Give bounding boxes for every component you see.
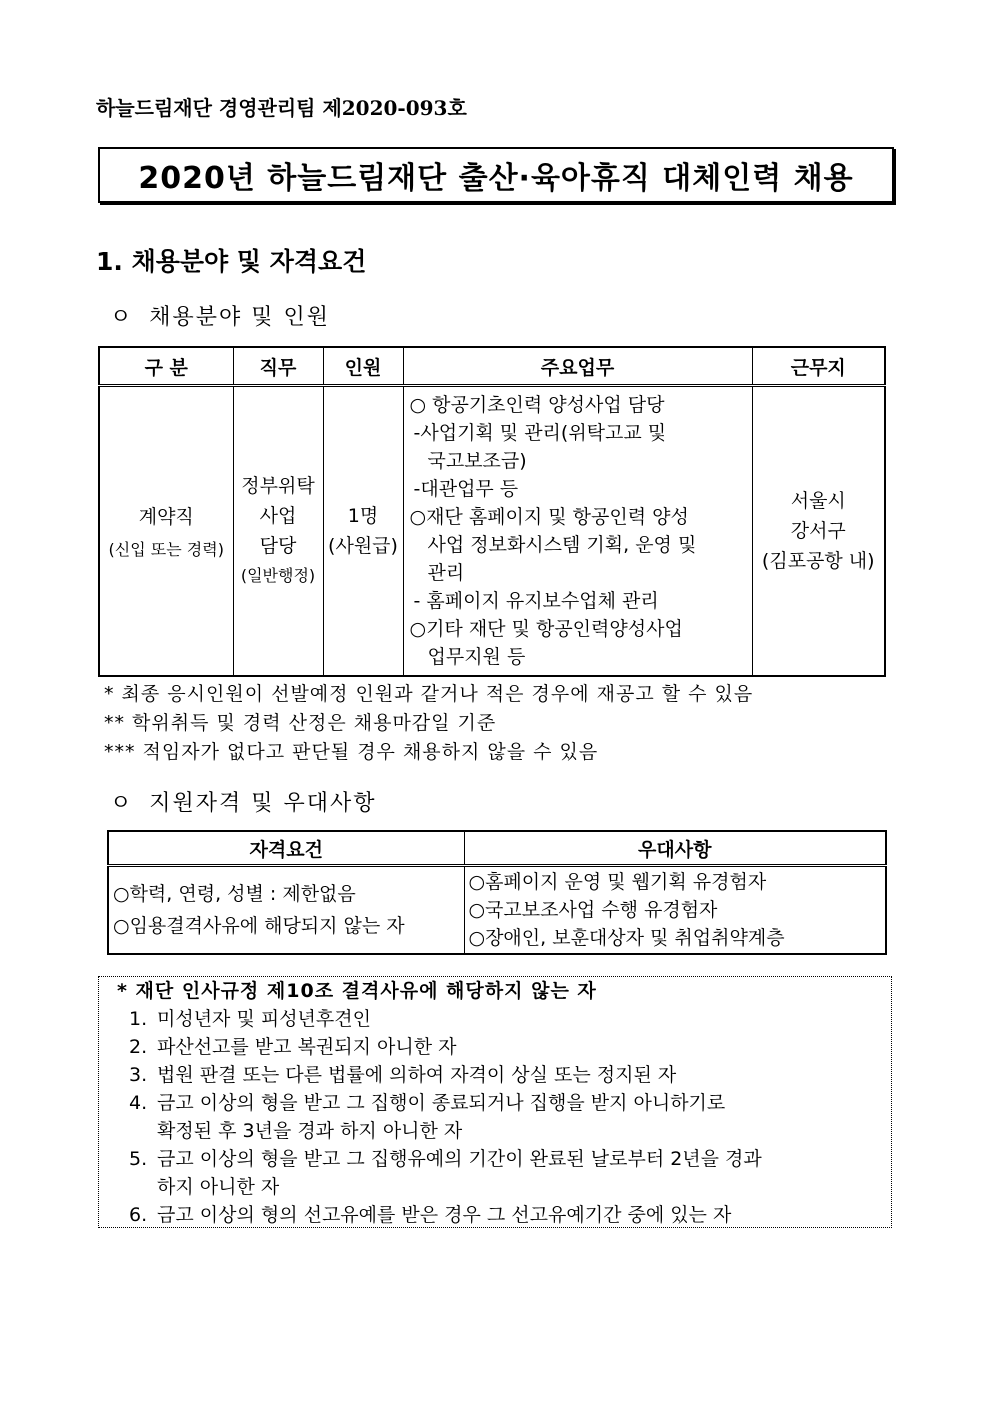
duty-line: - 홈페이지 유지보수업체 관리 — [413, 590, 659, 612]
item-text: 법원 판결 또는 다른 법률에 의하여 자격이 상실 또는 정지된 자 — [157, 1064, 677, 1086]
sub-heading-positions — [110, 300, 330, 331]
preference-item: ○국고보조사업 수행 유경험자 — [468, 898, 718, 921]
item-continuation: 확정된 후 3년을 경과 하지 아니한 자 — [157, 1120, 463, 1142]
duty-line: 사업 정보화시스템 기획, 운영 및 — [427, 534, 697, 556]
item-text: 금고 이상의 형을 받고 그 집행이 종료되거나 집행을 받지 아니하기로 — [157, 1092, 726, 1114]
item-number: 1. — [129, 1008, 148, 1030]
item-number: 6. — [129, 1204, 148, 1226]
notes-list — [104, 680, 753, 767]
duty-line: -사업기획 및 관리(위탁고교 및 — [413, 422, 667, 444]
header-category: 구 분 — [99, 347, 233, 386]
header-requirements: 자격요건 — [108, 831, 464, 866]
header-preferences: 우대사항 — [464, 831, 886, 866]
header-location: 근무지 — [752, 347, 885, 386]
duty-line: 관리 — [427, 562, 465, 584]
sub-heading-label: 지원자격 및 우대사항 — [149, 791, 377, 816]
item-text: 미성년자 및 피성년후견인 — [157, 1008, 371, 1030]
note-item: * 최종 응시인원이 선발예정 인원과 같거나 적은 경우에 재공고 할 수 있음 — [104, 683, 754, 705]
header-job: 직무 — [233, 347, 323, 386]
table-row — [108, 866, 886, 954]
header-duties: 주요업무 — [403, 347, 752, 386]
job-cell — [233, 386, 323, 677]
job-sub: (일반행정) — [240, 566, 316, 585]
duties-cell — [403, 386, 752, 677]
item-number: 3. — [129, 1064, 148, 1086]
count-sub: (사원급) — [328, 535, 398, 557]
item-number: 4. — [129, 1092, 148, 1114]
duty-line: ○기타 재단 및 항공인력양성사업 — [409, 618, 683, 640]
location-line: 서울시 — [790, 490, 846, 512]
section-heading: 1. 채용분야 및 자격요건 — [96, 247, 367, 276]
duty-line: ○ 항공기초인력 양성사업 담당 — [409, 394, 665, 416]
item-continuation: 하지 아니한 자 — [157, 1176, 280, 1198]
location-line: 강서구 — [790, 520, 846, 542]
category-value: 계약직 — [138, 506, 194, 528]
circle-bullet-icon: ㅇ — [110, 305, 134, 330]
positions-table — [98, 346, 886, 677]
preferences-cell — [464, 866, 886, 954]
sub-heading-label: 채용분야 및 인원 — [149, 305, 331, 330]
header-count: 인원 — [323, 347, 403, 386]
category-cell — [99, 386, 233, 677]
list-item — [129, 1005, 884, 1033]
sub-heading-qualifications — [110, 786, 377, 817]
item-text: 금고 이상의 형을 받고 그 집행유예의 기간이 완료된 날로부터 2년을 경과 — [157, 1148, 762, 1170]
list-item — [129, 1089, 884, 1117]
preference-item: ○홈페이지 운영 및 웹기획 유경험자 — [468, 870, 767, 893]
job-line: 사업 — [259, 505, 297, 527]
note-item: *** 적임자가 없다고 판단될 경우 채용하지 않을 수 있음 — [104, 741, 599, 763]
duty-line: ○재단 홈페이지 및 항공인력 양성 — [409, 506, 689, 528]
category-sub: (신입 또는 경력) — [108, 540, 224, 559]
list-item — [129, 1033, 884, 1061]
count-value: 1명 — [347, 505, 379, 527]
table-header-row — [99, 347, 885, 386]
disqualification-box — [98, 976, 892, 1228]
job-line: 담당 — [259, 535, 297, 557]
duty-line: 국고보조금) — [427, 450, 527, 472]
circle-bullet-icon: ㅇ — [110, 791, 134, 816]
job-line: 정부위탁 — [241, 475, 315, 497]
list-item — [129, 1061, 884, 1089]
page-title: 2020년 하늘드림재단 출산·육아휴직 대체인력 채용 — [98, 147, 894, 203]
item-number: 2. — [129, 1036, 148, 1058]
count-cell — [323, 386, 403, 677]
table-header-row — [108, 831, 886, 866]
location-cell — [752, 386, 885, 677]
list-item — [129, 1201, 884, 1229]
item-text: 금고 이상의 형의 선고유예를 받은 경우 그 선고유예기간 중에 있는 자 — [157, 1204, 732, 1226]
list-item — [129, 1145, 884, 1173]
requirement-item: ○임용결격사유에 해당되지 않는 자 — [113, 914, 405, 937]
qualifications-table — [107, 830, 887, 955]
document-number: 하늘드림재단 경영관리팀 제2020-093호 — [96, 96, 467, 120]
note-item: ** 학위취득 및 경력 산정은 채용마감일 기준 — [104, 712, 497, 734]
table-row — [99, 386, 885, 677]
disqualification-title: * 재단 인사규정 제10조 결격사유에 해당하지 않는 자 — [117, 980, 597, 1002]
item-number: 5. — [129, 1148, 148, 1170]
requirements-cell — [108, 866, 464, 954]
duty-line: 업무지원 등 — [427, 646, 526, 668]
item-text: 파산선고를 받고 복권되지 아니한 자 — [157, 1036, 457, 1058]
location-line: (김포공항 내) — [761, 550, 875, 572]
duty-line: -대관업무 등 — [413, 478, 519, 500]
preference-item: ○장애인, 보훈대상자 및 취업취약계층 — [468, 926, 785, 949]
requirement-item: ○학력, 연령, 성별 : 제한없음 — [113, 882, 356, 905]
